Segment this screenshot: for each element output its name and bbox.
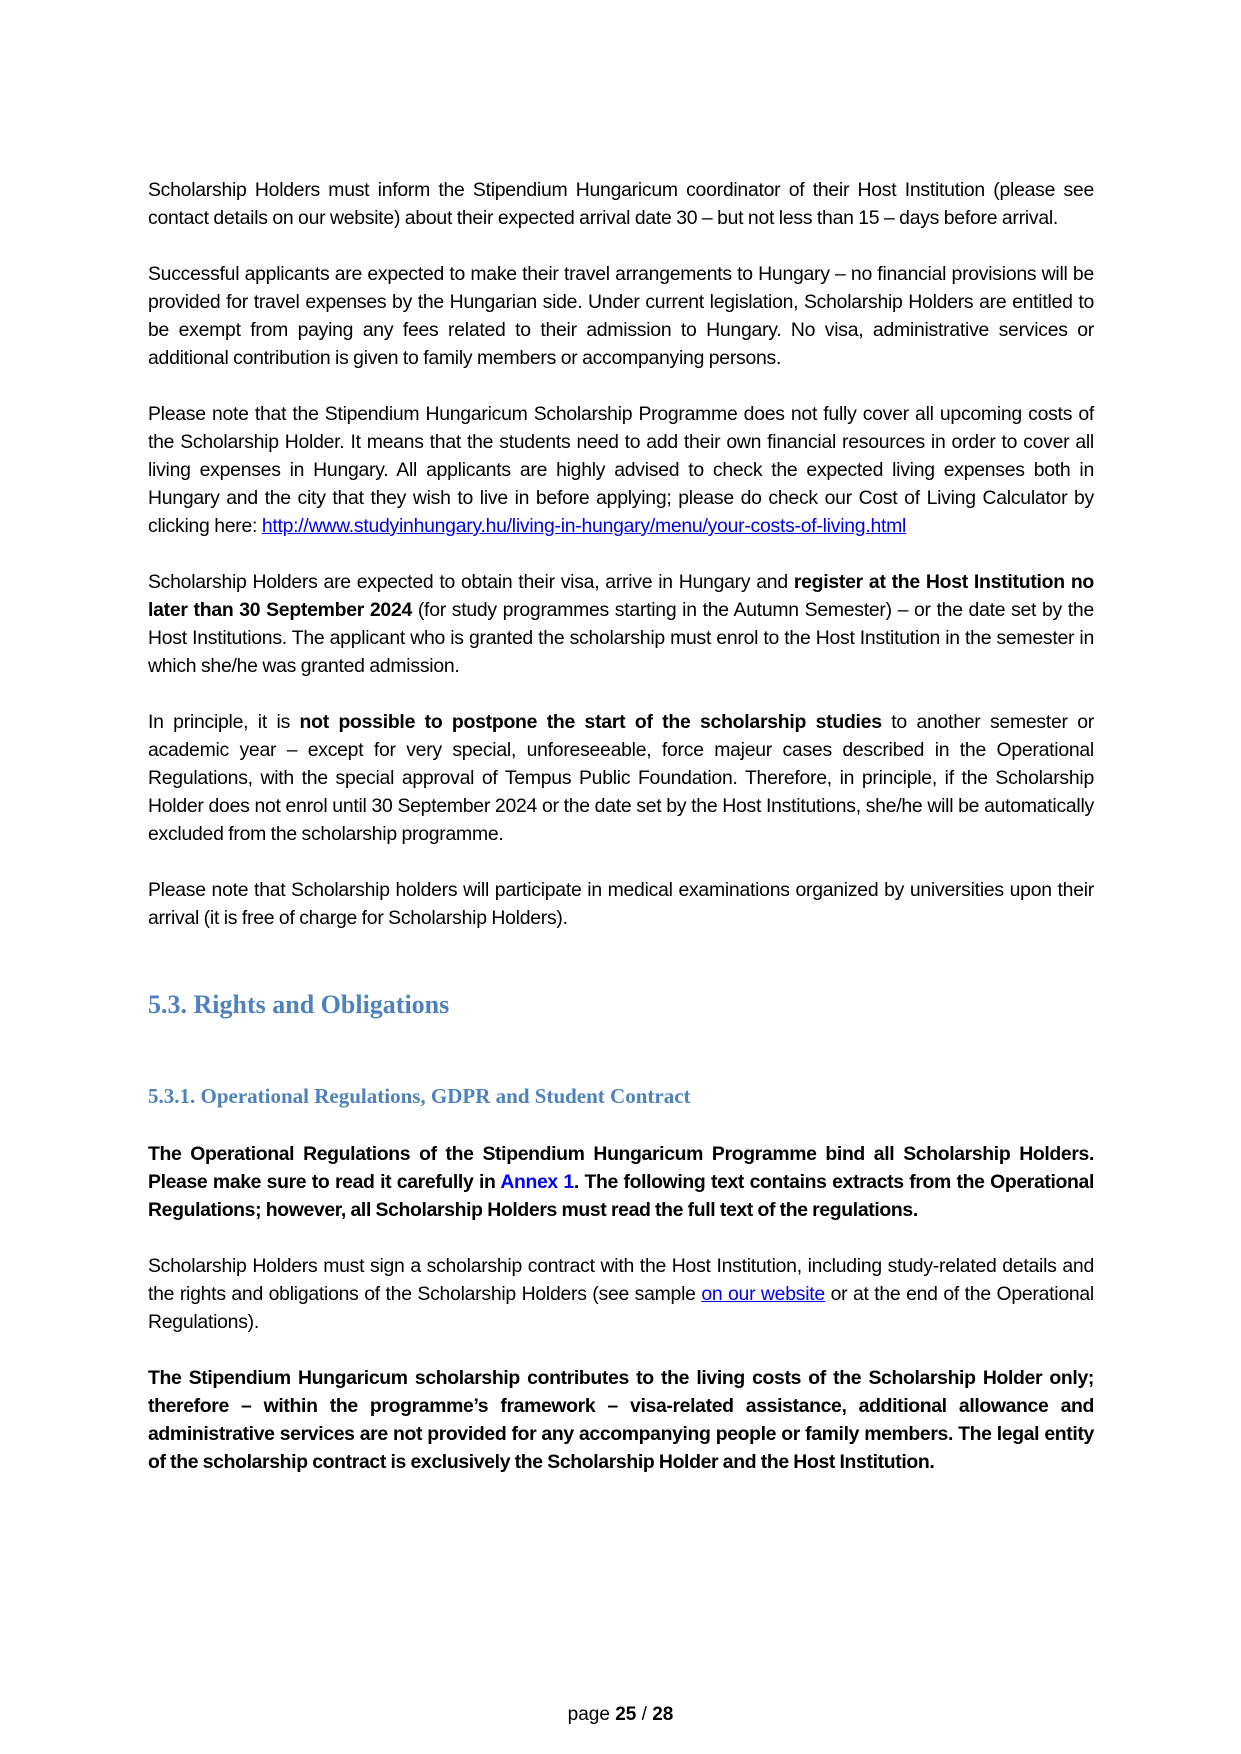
paragraph-registration-deadline bbox=[148, 568, 1094, 680]
subsection-heading: 5.3.1. Operational Regulations, GDPR and Student Contract bbox=[148, 1084, 691, 1108]
paragraph-medical-examinations: Please note that Scholarship holders will participate in medical examinations organized by universities upon their arrival (it is free of charge for Scholarship Holders). bbox=[148, 879, 1094, 929]
regulations-text-before: The Operational Regulations of the Stipendium Hungaricum Programme bind all Scholarship Holders. Please make sure to read it carefully in bbox=[148, 1143, 1094, 1193]
our-website-link[interactable]: on our website bbox=[701, 1283, 825, 1305]
registration-text-before: Scholarship Holders are expected to obtain their visa, arrive in Hungary and bbox=[148, 571, 794, 593]
paragraph-postponement bbox=[148, 708, 1094, 848]
paragraph-travel-arrangements: Successful applicants are expected to make their travel arrangements to Hungary – no financial provisions will be provided for travel expenses by the Hungarian side. Under current legislation, Scholarship Holders are entitled to be exempt from paying any fees related to their admission to Hungary. No visa, administrative services or additional contribution is given to family members or accompanying persons. bbox=[148, 263, 1094, 369]
paragraph-scholarship-contract bbox=[148, 1252, 1094, 1336]
cost-of-living-link[interactable]: http://www.studyinhungary.hu/living-in-hungary/menu/your-costs-of-living.html bbox=[261, 515, 907, 537]
page-label: page bbox=[567, 1704, 616, 1725]
current-page-number: 25 bbox=[615, 1704, 637, 1725]
registration-deadline-bold: register at the Host Institution no later than 30 September 2024 bbox=[148, 571, 1095, 621]
paragraph-living-costs-text: Please note that the Stipendium Hungaricum Scholarship Programme does not fully cover all upcoming costs of the Scholarship Holder. It means that the students need to add their own financial resources in order to cover all living expenses in Hungary. All applicants are highly advised to check the expected living expenses both in Hungary and the city that they wish to live in before applying; please do check our Cost of Living Calculator by clicking here: bbox=[148, 403, 1094, 537]
contract-text-after: or at the end of the Operational Regulations). bbox=[148, 1283, 1094, 1333]
annex-1-link[interactable]: Annex 1 bbox=[500, 1171, 574, 1193]
paragraph-scholarship-contribution: The Stipendium Hungaricum scholarship contributes to the living costs of the Scholarship Holder only; therefore – within the programme’s framework – visa-related assistance, additional allowance and administrative services are not provided for any accompanying people or family members. The legal entity of the scholarship contract is exclusively the Scholarship Holder and the Host Institution. bbox=[148, 1367, 1094, 1473]
postponement-bold: not possible to postpone the start of the scholarship studies bbox=[299, 711, 882, 733]
registration-text-after: (for study programmes starting in the Autumn Semester) – or the date set by the Host Institutions. The applicant who is granted the scholarship must enrol to the Host Institution in the semester in which she/he was granted admission. bbox=[148, 599, 1094, 677]
paragraph-operational-regulations bbox=[148, 1140, 1094, 1224]
paragraph-arrival-notice: Scholarship Holders must inform the Stipendium Hungaricum coordinator of their Host Institution (please see contact details on our website) about their expected arrival date 30 – but not less than 15 – days before arrival. bbox=[148, 179, 1094, 229]
postponement-text-after: to another semester or academic year – except for very special, unforeseeable, force majeur cases described in the Operational Regulations, with the special approval of Tempus Public Foundation. Therefore, in principle, if the Scholarship Holder does not enrol until 30 September 2024 or the date set by the Host Institutions, she/he will be automatically excluded from the scholarship programme. bbox=[148, 711, 1094, 845]
page-footer bbox=[0, 1703, 1241, 1727]
total-pages-number: 28 bbox=[652, 1704, 674, 1725]
contract-text-before: Scholarship Holders must sign a scholarship contract with the Host Institution, including study-related details and the rights and obligations of the Scholarship Holders (see sample bbox=[148, 1255, 1094, 1305]
regulations-text-after: . The following text contains extracts from the Operational Regulations; however, all Scholarship Holders must read the full text of the regulations. bbox=[148, 1171, 1094, 1221]
paragraph-living-costs bbox=[148, 400, 1094, 540]
section-heading: 5.3. Rights and Obligations bbox=[148, 990, 450, 1019]
page-separator: / bbox=[636, 1704, 653, 1725]
page-content bbox=[148, 176, 1094, 1504]
postponement-text-before: In principle, it is bbox=[148, 711, 300, 733]
